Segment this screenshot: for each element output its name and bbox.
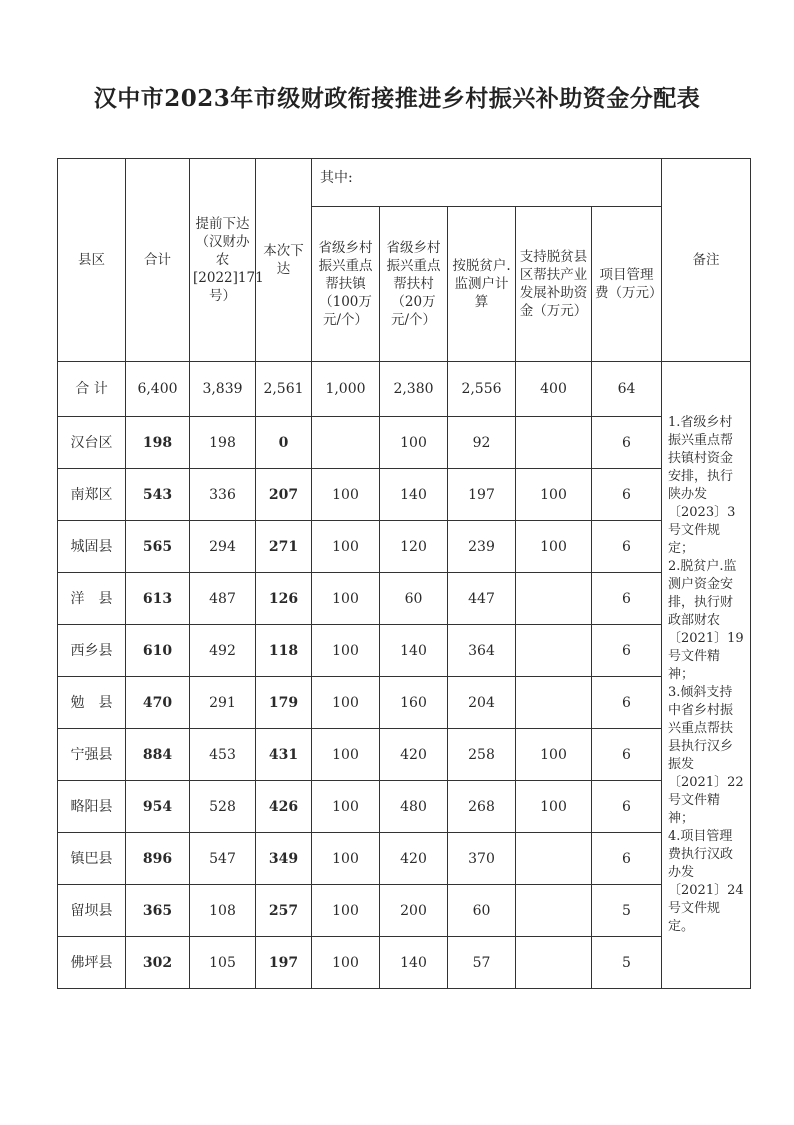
cell-household: 204 (448, 677, 516, 729)
total-row (58, 362, 751, 417)
cell-industry (516, 677, 592, 729)
cell-village: 140 (380, 469, 448, 521)
cell-county: 佛坪县 (58, 937, 126, 989)
cell-county: 汉台区 (58, 417, 126, 469)
header-current: 本次下达 (256, 159, 312, 362)
cell-advance: 291 (190, 677, 256, 729)
cell-town: 100 (312, 937, 380, 989)
header-mgmt: 项目管理费（万元） (592, 207, 662, 362)
cell-advance: 453 (190, 729, 256, 781)
cell-mgmt: 6 (592, 573, 662, 625)
header-notes: 备注 (662, 159, 751, 362)
total-mgmt: 64 (592, 362, 662, 417)
total-total: 6,400 (126, 362, 190, 417)
allocation-table (57, 158, 751, 989)
cell-industry (516, 625, 592, 677)
cell-household: 364 (448, 625, 516, 677)
cell-county: 勉 县 (58, 677, 126, 729)
header-household: 按脱贫户.监测户计算 (448, 207, 516, 362)
cell-current: 207 (256, 469, 312, 521)
cell-village: 140 (380, 937, 448, 989)
cell-village: 200 (380, 885, 448, 937)
cell-mgmt: 5 (592, 937, 662, 989)
cell-total: 543 (126, 469, 190, 521)
table-row (58, 625, 751, 677)
cell-town: 100 (312, 729, 380, 781)
cell-mgmt: 5 (592, 885, 662, 937)
cell-village: 160 (380, 677, 448, 729)
cell-village: 120 (380, 521, 448, 573)
cell-village: 60 (380, 573, 448, 625)
cell-total: 198 (126, 417, 190, 469)
cell-household: 92 (448, 417, 516, 469)
cell-advance: 336 (190, 469, 256, 521)
table-row (58, 573, 751, 625)
cell-advance: 547 (190, 833, 256, 885)
cell-household: 258 (448, 729, 516, 781)
cell-county: 城固县 (58, 521, 126, 573)
cell-total: 610 (126, 625, 190, 677)
cell-county: 略阳县 (58, 781, 126, 833)
cell-village: 420 (380, 729, 448, 781)
total-household: 2,556 (448, 362, 516, 417)
cell-county: 南郑区 (58, 469, 126, 521)
header-county: 县区 (58, 159, 126, 362)
cell-county: 留坝县 (58, 885, 126, 937)
cell-mgmt: 6 (592, 469, 662, 521)
cell-current: 0 (256, 417, 312, 469)
cell-advance: 198 (190, 417, 256, 469)
table-body (58, 159, 751, 989)
cell-advance: 105 (190, 937, 256, 989)
cell-mgmt: 6 (592, 417, 662, 469)
cell-town: 100 (312, 521, 380, 573)
cell-total: 954 (126, 781, 190, 833)
cell-mgmt: 6 (592, 625, 662, 677)
table-row (58, 417, 751, 469)
cell-town: 100 (312, 781, 380, 833)
cell-industry (516, 417, 592, 469)
total-current: 2,561 (256, 362, 312, 417)
cell-current: 431 (256, 729, 312, 781)
total-advance: 3,839 (190, 362, 256, 417)
cell-industry: 100 (516, 521, 592, 573)
cell-county: 洋 县 (58, 573, 126, 625)
cell-current: 271 (256, 521, 312, 573)
cell-town: 100 (312, 573, 380, 625)
cell-village: 140 (380, 625, 448, 677)
cell-household: 239 (448, 521, 516, 573)
table-row (58, 833, 751, 885)
cell-industry: 100 (516, 729, 592, 781)
cell-current: 257 (256, 885, 312, 937)
cell-current: 118 (256, 625, 312, 677)
notes-cell: 1.省级乡村振兴重点帮扶镇村资金安排，执行陕办发〔2023〕3号文件规定； 2.脱贫户.监测户资金安排，执行财政部财农〔2021〕19号文件精神； 3.倾斜支持中省乡村振兴重点帮扶县执行汉乡振发〔2021〕22号文件精神； 4.项目管理费执行汉政办发〔2021〕24号文件规定。 (662, 362, 751, 989)
cell-town: 100 (312, 885, 380, 937)
cell-total: 302 (126, 937, 190, 989)
total-village: 2,380 (380, 362, 448, 417)
header-village: 省级乡村振兴重点帮扶村（20万元/个） (380, 207, 448, 362)
cell-advance: 492 (190, 625, 256, 677)
cell-industry (516, 573, 592, 625)
header-advance: 提前下达（汉财办农[2022]171号） (190, 159, 256, 362)
cell-town: 100 (312, 469, 380, 521)
cell-household: 57 (448, 937, 516, 989)
cell-mgmt: 6 (592, 521, 662, 573)
document-title: 汉中市2023年市级财政衔接推进乡村振兴补助资金分配表 (93, 85, 701, 112)
cell-industry: 100 (516, 781, 592, 833)
total-county: 合 计 (58, 362, 126, 417)
table-row (58, 521, 751, 573)
cell-town: 100 (312, 625, 380, 677)
cell-town: 100 (312, 677, 380, 729)
cell-current: 349 (256, 833, 312, 885)
cell-town: 100 (312, 833, 380, 885)
cell-industry (516, 833, 592, 885)
cell-mgmt: 6 (592, 677, 662, 729)
cell-total: 884 (126, 729, 190, 781)
header-row-1 (58, 159, 751, 207)
cell-current: 126 (256, 573, 312, 625)
cell-industry (516, 937, 592, 989)
cell-town (312, 417, 380, 469)
cell-county: 镇巴县 (58, 833, 126, 885)
table-row (58, 677, 751, 729)
cell-county: 宁强县 (58, 729, 126, 781)
cell-advance: 487 (190, 573, 256, 625)
cell-current: 179 (256, 677, 312, 729)
cell-total: 470 (126, 677, 190, 729)
cell-household: 370 (448, 833, 516, 885)
table-row (58, 469, 751, 521)
header-town: 省级乡村振兴重点帮扶镇（100万元/个） (312, 207, 380, 362)
cell-advance: 108 (190, 885, 256, 937)
cell-household: 268 (448, 781, 516, 833)
header-of-which: 其中: (312, 159, 662, 207)
cell-total: 365 (126, 885, 190, 937)
cell-village: 100 (380, 417, 448, 469)
table-row (58, 885, 751, 937)
cell-county: 西乡县 (58, 625, 126, 677)
total-town: 1,000 (312, 362, 380, 417)
total-industry: 400 (516, 362, 592, 417)
table-row (58, 781, 751, 833)
cell-household: 60 (448, 885, 516, 937)
cell-total: 896 (126, 833, 190, 885)
cell-household: 447 (448, 573, 516, 625)
table-row (58, 937, 751, 989)
cell-current: 197 (256, 937, 312, 989)
cell-household: 197 (448, 469, 516, 521)
cell-industry: 100 (516, 469, 592, 521)
cell-village: 480 (380, 781, 448, 833)
header-industry: 支持脱贫县区帮扶产业发展补助资金（万元） (516, 207, 592, 362)
cell-advance: 294 (190, 521, 256, 573)
cell-advance: 528 (190, 781, 256, 833)
cell-industry (516, 885, 592, 937)
table-row (58, 729, 751, 781)
cell-mgmt: 6 (592, 781, 662, 833)
cell-total: 613 (126, 573, 190, 625)
cell-village: 420 (380, 833, 448, 885)
header-total: 合计 (126, 159, 190, 362)
cell-total: 565 (126, 521, 190, 573)
cell-current: 426 (256, 781, 312, 833)
cell-mgmt: 6 (592, 729, 662, 781)
cell-mgmt: 6 (592, 833, 662, 885)
